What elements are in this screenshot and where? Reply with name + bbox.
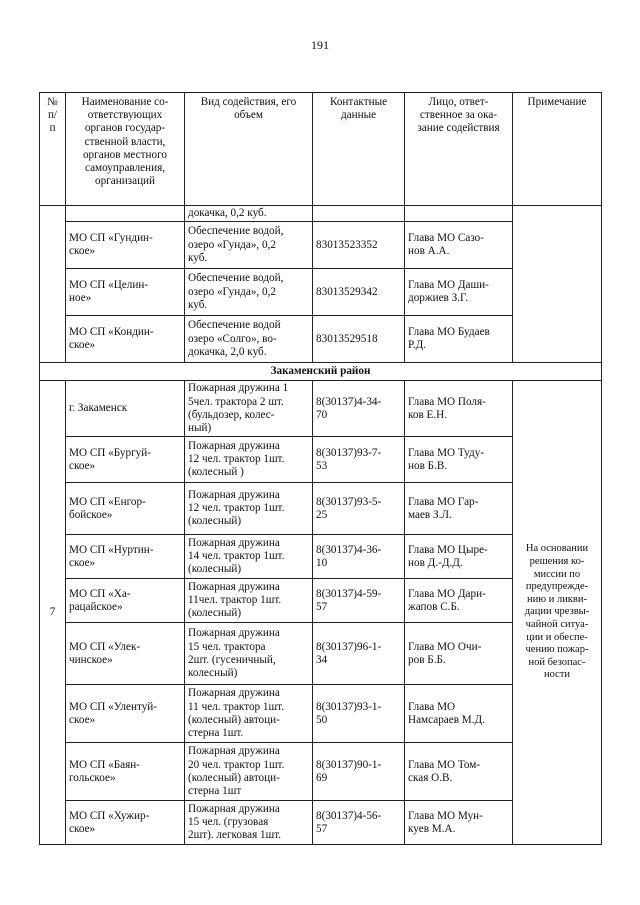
contact-cell: 8(30137)90-1- 69 bbox=[313, 743, 405, 801]
header-number: № п/ п bbox=[40, 93, 66, 206]
person-cell: Глава МО Дари- жапов С.Б. bbox=[405, 579, 513, 623]
person-cell: Глава МО Цыре- нов Д.-Д.Д. bbox=[405, 535, 513, 579]
contact-cell bbox=[313, 206, 405, 222]
section-note: На основании решения ко- миссии по предупрежде- нию и ликви- дации чрезвы- чайной ситуа- ции и обеспе- чению пожар- ной безопас- ности bbox=[513, 381, 602, 845]
contact-cell: 8(30137)93-7- 53 bbox=[313, 437, 405, 483]
person-cell: Глава МО Сазо- нов А.А. bbox=[405, 222, 513, 269]
aid-cell: Пожарная дружина 12 чел. трактор 1шт. (колесный) bbox=[185, 483, 313, 535]
contact-cell: 8(30137)4-36- 10 bbox=[313, 535, 405, 579]
org-cell: МО СП «Баян- гольское» bbox=[66, 743, 185, 801]
person-cell: Глава МО Гар- маев З.Л. bbox=[405, 483, 513, 535]
aid-cell: Обеспечение водой, озеро «Гунда», 0,2 куб. bbox=[185, 269, 313, 316]
aid-cell: Обеспечение водой озеро «Солго», во- докачка, 2,0 куб. bbox=[185, 316, 313, 363]
org-cell: МО СП «Енгор- бойское» bbox=[66, 483, 185, 535]
org-cell: МО СП «Бургуй- ское» bbox=[66, 437, 185, 483]
contact-cell: 8(30137)93-5- 25 bbox=[313, 483, 405, 535]
contact-cell: 8(30137)4-59- 57 bbox=[313, 579, 405, 623]
aid-cell: Пожарная дружина 11 чел. трактор 1шт. (колесный) автоци- стерна 1шт. bbox=[185, 685, 313, 743]
aid-table bbox=[39, 92, 602, 845]
page-number: 191 bbox=[311, 38, 329, 52]
person-cell: Глава МО Поля- ков Е.Н. bbox=[405, 381, 513, 437]
org-cell bbox=[66, 206, 185, 222]
aid-cell: Пожарная дружина 14 чел. трактор 1шт. (колесный) bbox=[185, 535, 313, 579]
org-cell: МО СП «Ха- рацайское» bbox=[66, 579, 185, 623]
aid-cell: Пожарная дружина 12 чел. трактор 1шт. (колесный ) bbox=[185, 437, 313, 483]
section-number: 7 bbox=[40, 381, 66, 845]
aid-cell: Пожарная дружина 20 чел. трактор 1шт. (колесный) автоци- стерна 1шт bbox=[185, 743, 313, 801]
org-cell: МО СП «Улек- чинское» bbox=[66, 623, 185, 685]
aid-cell: Пожарная дружина 15 чел. (грузовая 2шт). легковая 1шт. bbox=[185, 801, 313, 845]
number-cell bbox=[40, 206, 66, 363]
aid-cell: Пожарная дружина 1 5чел. трактора 2 шт. (бульдозер, колес- ный) bbox=[185, 381, 313, 437]
note-cell bbox=[513, 206, 602, 363]
person-cell: Глава МО Намсараев М.Д. bbox=[405, 685, 513, 743]
org-cell: МО СП «Целин- ное» bbox=[66, 269, 185, 316]
contact-cell: 83013529342 bbox=[313, 269, 405, 316]
header-note: Примечание bbox=[513, 93, 602, 206]
table-row bbox=[40, 381, 602, 437]
person-cell bbox=[405, 206, 513, 222]
person-cell: Глава МО Мун- куев М.А. bbox=[405, 801, 513, 845]
org-cell: МО СП «Кондин- ское» bbox=[66, 316, 185, 363]
section-title: Закаменский район bbox=[40, 363, 602, 381]
aid-cell: докачка, 0,2 куб. bbox=[185, 206, 313, 222]
person-cell: Глава МО Туду- нов Б.В. bbox=[405, 437, 513, 483]
org-cell: МО СП «Хужир- ское» bbox=[66, 801, 185, 845]
header-aid-type: Вид содействия, его объем bbox=[185, 93, 313, 206]
aid-cell: Обеспечение водой, озеро «Гунда», 0,2 куб. bbox=[185, 222, 313, 269]
aid-cell: Пожарная дружина 15 чел. трактора 2шт. (гусеничный, колесный) bbox=[185, 623, 313, 685]
header-contacts: Контактные данные bbox=[313, 93, 405, 206]
header-row bbox=[40, 93, 602, 206]
org-cell: МО СП «Гундин- ское» bbox=[66, 222, 185, 269]
contact-cell: 8(30137)4-34- 70 bbox=[313, 381, 405, 437]
person-cell: Глава МО Очи- ров Б.Б. bbox=[405, 623, 513, 685]
table-row bbox=[40, 206, 602, 222]
contact-cell: 83013529518 bbox=[313, 316, 405, 363]
org-cell: МО СП «Улентуй- ское» bbox=[66, 685, 185, 743]
header-responsible: Лицо, ответ- ственное за ока- зание содействия bbox=[405, 93, 513, 206]
person-cell: Глава МО Будаев Р.Д. bbox=[405, 316, 513, 363]
contact-cell: 8(30137)4-56- 57 bbox=[313, 801, 405, 845]
person-cell: Глава МО Том- ская О.В. bbox=[405, 743, 513, 801]
contact-cell: 8(30137)93-1- 50 bbox=[313, 685, 405, 743]
contact-cell: 8(30137)96-1- 34 bbox=[313, 623, 405, 685]
contact-cell: 83013523352 bbox=[313, 222, 405, 269]
section-row bbox=[40, 363, 602, 381]
org-cell: г. Закаменск bbox=[66, 381, 185, 437]
person-cell: Глава МО Даши- доржиев З.Г. bbox=[405, 269, 513, 316]
header-organization: Наименование со- ответствующих органов государ- ственной власти, органов местного самоуправления, организаций bbox=[66, 93, 185, 206]
aid-cell: Пожарная дружина 11чел. трактор 1шт. (колесный) bbox=[185, 579, 313, 623]
org-cell: МО СП «Нуртин- ское» bbox=[66, 535, 185, 579]
